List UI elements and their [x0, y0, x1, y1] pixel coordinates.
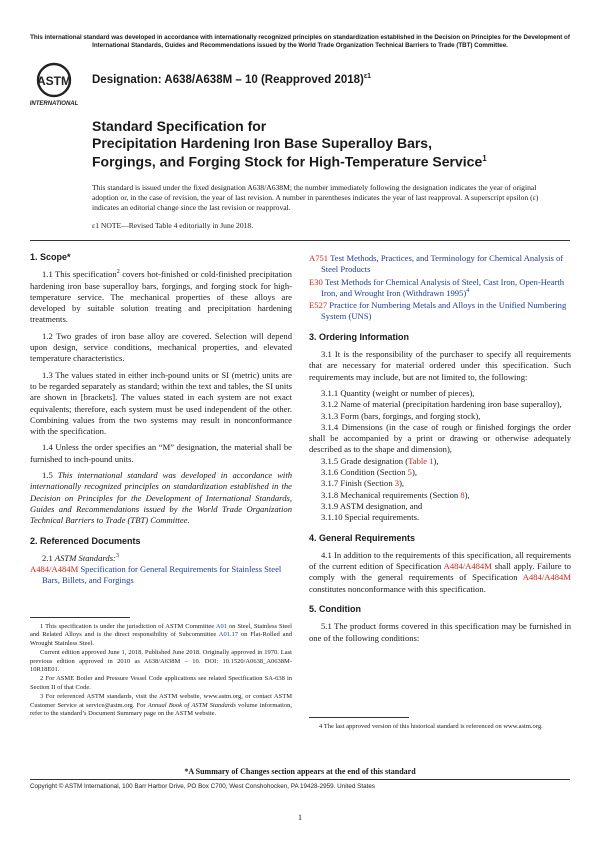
para-3-1-1: 3.1.1 Quantity (weight or number of pieces), — [321, 387, 475, 398]
footnote-1: 1 This specification is under the jurisdiction of ASTM Committee A01 on Steel, Stainless Steel and Related Alloys and is the direct responsibility of Subcommittee A01.17 on Flat-Rolled and Wrought Stainless Steel. — [30, 623, 292, 647]
footnote-2: 2 For ASME Boiler and Pressure Vessel Code applications see related Specification SA-638 in Section II of that Code. — [30, 675, 292, 691]
footnote-divider — [30, 617, 130, 618]
para-1-5: 1.5 This international standard was developed in accordance with internationally recognized principles on standardization established in the Decision on Principles for the Development of International Standards, Guides and Recommendations issued by the World Trade Organization Technical Barriers to Trade (TBT) Committee. — [30, 470, 293, 526]
ref-item: E30 Test Methods for Chemical Analysis of Steel, Cast Iron, Open-Hearth Iron, and Wrought Iron (Withdrawn 1995)$^4$ — [309, 276, 565, 298]
para-1-3: 1.3 The values stated in either inch-pound units or SI (metric) units are to be regarded separately as standard; within the text and tables, the SI units are shown in [brackets]. The values stated in each system are not exact equivalents; therefore, each system must be used independent of the other. Combining values from the two systems may result in nonconformance with the specification. — [30, 369, 292, 437]
link-section-5[interactable]: 5 — [407, 467, 412, 478]
ref-item: E527 Practice for Numbering Metals and Alloys in the Unified Numbering System (UNS) — [309, 300, 567, 322]
para-4-1: 4.1 In addition to the requirements of this specification, all requirements of the current edition of Specification A484/A484M shall apply. Failure to comply with the general requirements of Specification A484/A484M constitutes nonconformance with this specification. — [309, 549, 571, 594]
para-3-1-3: 3.1.3 Form (bars, forgings, and forging stock), — [321, 410, 481, 421]
ref-list-left — [30, 564, 292, 587]
copyright-line: Copyright © ASTM International, 100 Barr Harbor Drive, PO Box C700, West Conshohocken, PA 19428-2959. United States — [30, 783, 375, 790]
ref-link-e527[interactable]: E527 — [309, 300, 328, 311]
referenced-documents-heading: 2. Referenced Documents — [30, 535, 141, 546]
para-3-1-8: 3.1.8 Mechanical requirements (Section 8), — [321, 489, 470, 500]
right-column — [309, 252, 571, 649]
designation-epsilon: ε1 — [363, 73, 372, 80]
para-1-2: 1.2 Two grades of iron base alloy are covered. Selection will depend upon design, service conditions, mechanical properties, and elevated temperature characteristics. — [30, 330, 292, 364]
ref-link-a484[interactable]: A484/A484M — [30, 564, 79, 575]
footer-divider — [30, 779, 570, 780]
designation-label: Designation: A638/A638M – 10 (Reapproved 2018) — [92, 73, 364, 86]
para-1-1: 1.1 This specification$^2$ covers hot-finished or cold-finished precipitation hardening iron base superalloy bars, forgings, and forging stock for high-temperature service. The mechanical properties of these alloys are developed by suitable solution treating and precipitation hardening treatments. — [30, 269, 292, 325]
para-3-1-2: 3.1.2 Name of material (precipitation hardening iron base superalloy), — [321, 399, 562, 410]
link-table-1[interactable]: Table 1 — [408, 455, 434, 466]
epsilon-note: ε1 NOTE—Revised Table 4 editorially in June 2018. — [92, 221, 254, 230]
para-3-1-5: 3.1.5 Grade designation (Table 1), — [321, 455, 439, 466]
summary-of-changes-note: *A Summary of Changes section appears at the end of this standard — [184, 767, 416, 776]
ref-item: A484/A484M Specification for General Requirements for Stainless Steel Bars, Billets, and Forgings — [30, 564, 282, 586]
link-section-3[interactable]: 3 — [394, 478, 400, 489]
footnotes-right — [309, 723, 571, 732]
footnote-link-a01[interactable]: A01 — [215, 623, 227, 630]
left-column — [30, 252, 292, 588]
general-requirements-heading: 4. General Requirements — [309, 532, 416, 543]
title-line-2: Precipitation Hardening Iron Base Superalloy Bars, — [92, 134, 432, 151]
scope-heading: 1. Scope* — [30, 252, 71, 262]
para-3-1-7: 3.1.7 Finish (Section 3), — [321, 478, 405, 489]
footnote-3: 3 For referenced ASTM standards, visit the ASTM website, www.astm.org, or contact ASTM Customer Service at service@astm.org. For Annual Book of ASTM Standards volume information, refer to the standard’s Document Summary page on the ASTM website. — [30, 693, 292, 718]
footnote-1-edition: Current edition approved June 1, 2018. Published June 2018. Originally approved in 1970. Last previous edition approved in 2010 as A638/A638M – 10. DOI: 10.1520/A0638_A0638M-10R18E01. — [30, 649, 292, 674]
title-line-3: Forgings, and Forging Stock for High-Temperature Service$^1$ — [92, 153, 487, 170]
condition-heading: 5. Condition — [309, 604, 361, 615]
link-section-8[interactable]: 8 — [460, 489, 465, 500]
title-line-1: Standard Specification for — [92, 118, 267, 134]
designation — [92, 73, 371, 86]
ref-link-a751[interactable]: A751 — [309, 253, 329, 263]
footnote-divider-right — [309, 717, 409, 718]
logo-text: ASTM — [37, 74, 71, 88]
ref-item: A751 Test Methods, Practices, and Terminology for Chemical Analysis of Steel Products — [309, 253, 564, 275]
header-divider — [30, 240, 570, 241]
para-3-1: 3.1 It is the responsibility of the purchaser to specify all requirements that are necessary for material ordered under this specification. Such requirements may include, but are not limited to, the following: — [309, 349, 571, 382]
astm-logo — [30, 60, 78, 108]
para-3-1-6: 3.1.6 Condition (Section 5), — [321, 467, 417, 478]
footnote-4: 4 The last approved version of this historical standard is referenced on www.astm.org. — [319, 723, 543, 730]
top-notice: This international standard was developed in accordance with internationally recognized principles on standardization established in the Decision on Principles for the Development of International Standards, Guides and Recommendations issued by the World Trade Organization Technical Barriers to Trade (TBT) Committee. — [30, 34, 570, 49]
link-a484-1[interactable]: A484/A484M — [443, 561, 492, 572]
ordering-heading: 3. Ordering Information — [309, 331, 410, 342]
para-5-1: 5.1 The product forms covered in this specification may be furnished in one of the following conditions: — [309, 621, 571, 643]
document-title — [92, 118, 562, 170]
para-3-1-10: 3.1.10 Special requirements. — [321, 512, 420, 523]
para-3-1-4: 3.1.4 Dimensions (in the case of rough or finished forgings the order shall be accompanied by a print or drawing or otherwise adequately described as to the shape and dimension), — [309, 421, 571, 455]
footnotes-left — [30, 623, 292, 719]
footnote-link-a01-17[interactable]: A01.17 — [218, 631, 239, 639]
link-a484-2[interactable]: A484/A484M — [522, 572, 571, 583]
para-1-4: 1.4 Unless the order specifies an “M” designation, the material shall be furnished to inch-pound units. — [30, 442, 292, 464]
para-3-1-9: 3.1.9 ASTM designation, and — [321, 500, 423, 511]
para-2-1: 2.1 ASTM Standards:$^3$ — [42, 552, 119, 563]
ref-list-right — [309, 253, 571, 323]
page-number: 1 — [297, 812, 303, 822]
issued-statement: This standard is issued under the fixed designation A638/A638M; the number immediately following the designation indicates the year of original adoption or, in the case of revision, the year of last revision. A number in parentheses indicates the year of last reapproval. A superscript epsilon (ε) indicates an editorial change since the last revision or reapproval. — [92, 183, 539, 212]
ref-link-e30[interactable]: E30 — [309, 276, 323, 287]
logo-subtext: INTERNATIONAL — [30, 101, 78, 107]
